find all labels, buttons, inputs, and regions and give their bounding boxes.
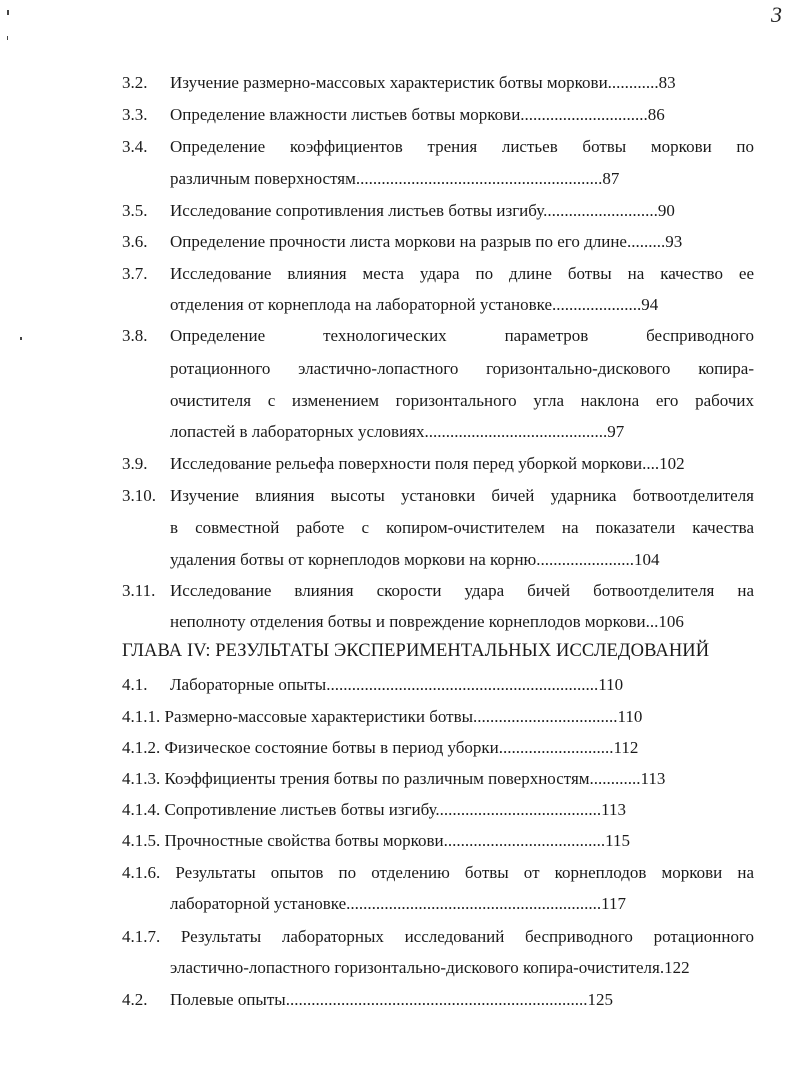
toc-entry-continuation: отделения от корнеплода на лабораторной установке.....................94 (170, 295, 659, 314)
toc-entry: Изучение размерно-массовых характеристик ботвы моркови............83 (170, 73, 676, 92)
chapter-heading: ГЛАВА IV: РЕЗУЛЬТАТЫ ЭКСПЕРИМЕНТАЛЬНЫХ ИССЛЕДОВАНИЙ (122, 641, 710, 661)
toc-entry: Исследование рельефа поверхности поля перед уборкой моркови....102 (170, 454, 685, 473)
toc-number: 3.3. (122, 105, 148, 124)
toc-entry: Лабораторные опыты................................................................110 (170, 675, 624, 694)
toc-number: 3.11. (122, 581, 156, 600)
page-number: 3 (771, 2, 782, 27)
toc-entry-continuation: лопастей в лабораторных условиях...........................................97 (170, 422, 625, 441)
toc-number: 4.2. (122, 990, 148, 1009)
toc-entry-continuation: удаления ботвы от корнеплодов моркови на корню.......................104 (170, 550, 660, 569)
toc-entry: 4.1.4. Сопротивление листьев ботвы изгибу.......................................113 (122, 800, 627, 819)
toc-entry: Определение коэффициентов трения листьев ботвы моркови по (170, 137, 754, 156)
toc-entry: Полевые опыты.......................................................................125 (170, 990, 613, 1009)
toc-number: 3.4. (122, 137, 148, 156)
toc-entry: 4.1.5. Прочностные свойства ботвы моркови......................................115 (122, 831, 631, 850)
toc-entry-continuation: эластично-лопастного горизонтально-дискового копира-очистителя.122 (170, 958, 690, 977)
scan-speck (7, 10, 9, 15)
toc-entry-continuation: различным поверхностям..........................................................87 (170, 169, 620, 188)
toc-entry: 4.1.6. Результаты опытов по отделению ботвы от корнеплодов моркови на (122, 863, 754, 882)
toc-entry: Исследование влияния скорости удара бичей ботвоотделителя на (170, 581, 754, 600)
toc-entry: Изучение влияния высоты установки бичей ударника ботвоотделителя (170, 486, 754, 505)
toc-entry: Определение прочности листа моркови на разрыв по его длине.........93 (170, 232, 683, 251)
toc-entry-continuation: очистителя с изменением горизонтального угла наклона его рабочих (170, 391, 754, 410)
toc-entry: 4.1.2. Физическое состояние ботвы в период уборки...........................112 (122, 738, 639, 757)
toc-number: 3.9. (122, 454, 148, 473)
toc-entry-continuation: ротационного эластично-лопастного горизонтально-дискового копира- (170, 359, 754, 378)
toc-entry: Исследование влияния места удара по длине ботвы на качество ее (170, 264, 754, 283)
toc-number: 3.5. (122, 201, 148, 220)
toc-entry-continuation: в совместной работе с копиром-очистителем на показатели качества (170, 518, 754, 537)
toc-number: 3.7. (122, 264, 148, 283)
toc-entry: 4.1.7. Результаты лабораторных исследований бесприводного ротационного (122, 927, 754, 946)
toc-entry-continuation: неполноту отделения ботвы и повреждение корнеплодов моркови...106 (170, 612, 684, 631)
toc-number: 3.6. (122, 232, 148, 251)
toc-number: 3.8. (122, 326, 148, 345)
toc-entry: 4.1.3. Коэффициенты трения ботвы по различным поверхностям............113 (122, 769, 666, 788)
toc-entry: Исследование сопротивления листьев ботвы изгибу...........................90 (170, 201, 675, 220)
toc-entry: Определение влажности листьев ботвы моркови..............................86 (170, 105, 665, 124)
toc-entry: Определение технологических параметров бесприводного (170, 326, 754, 345)
toc-number: 3.2. (122, 73, 148, 92)
toc-entry: 4.1.1. Размерно-массовые характеристики ботвы..................................110 (122, 707, 643, 726)
scan-speck (7, 36, 8, 40)
toc-entry-continuation: лабораторной установке............................................................117 (170, 894, 627, 913)
scan-speck (20, 337, 22, 340)
toc-number: 4.1. (122, 675, 148, 694)
toc-number: 3.10. (122, 486, 156, 505)
